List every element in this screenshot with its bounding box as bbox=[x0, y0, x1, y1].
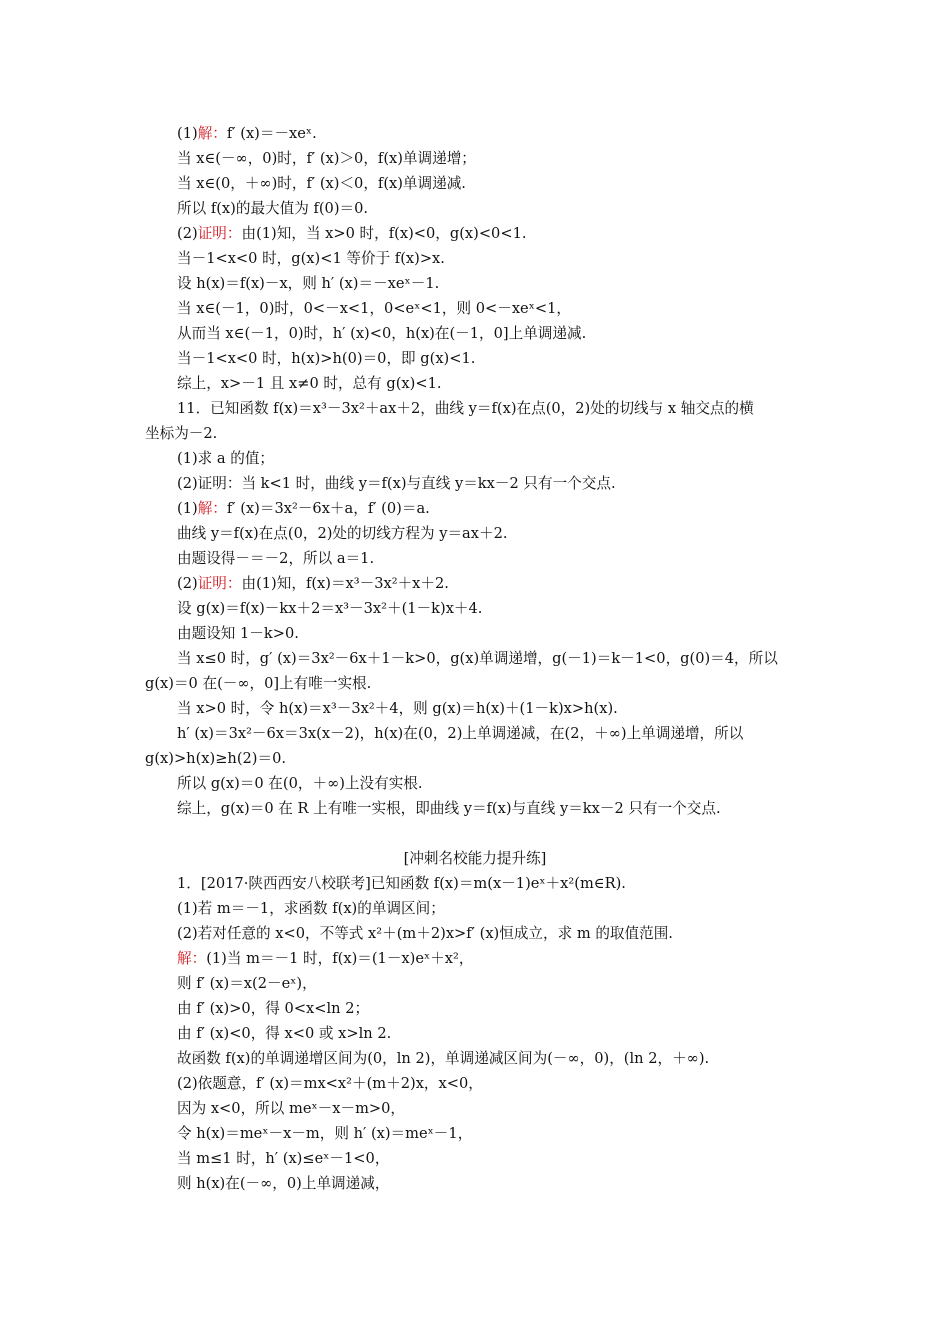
text-line: 所以 g(x)＝0 在(0，＋∞)上没有实根. bbox=[177, 775, 423, 792]
text-line: (1)若 m＝－1，求函数 f(x)的单调区间； bbox=[177, 900, 445, 917]
solution-label: 解： bbox=[197, 500, 227, 517]
text-line: 所以 f(x)的最大值为 f(0)＝0. bbox=[177, 200, 369, 217]
text-line: 设 g(x)＝f(x)－kx＋2＝x³－3x²＋(1－k)x＋4. bbox=[177, 600, 483, 617]
text-line: 当－1<x<0 时，g(x)<1 等价于 f(x)>x. bbox=[177, 250, 445, 267]
text-line: 则 f′ (x)＝x(2－eˣ)， bbox=[177, 975, 317, 992]
text-line: 当 m≤1 时，h′ (x)≤eˣ－1<0， bbox=[177, 1150, 390, 1167]
solution-label: 解： bbox=[197, 125, 227, 142]
text-line: 解：(1)当 m＝－1 时，f(x)＝(1－x)eˣ＋x²， bbox=[177, 950, 474, 967]
text-line: (1)解：f′ (x)＝3x²－6x＋a，f′ (0)＝a. bbox=[177, 500, 430, 517]
text-line: (1)解：f′ (x)＝－xeˣ. bbox=[177, 125, 317, 142]
text-line: 由 f′ (x)<0，得 x<0 或 x>ln 2. bbox=[177, 1025, 392, 1042]
text-line: 则 h(x)在(－∞，0)上单调递减， bbox=[177, 1175, 390, 1192]
text-line: (2)证明：由(1)知，f(x)＝x³－3x²＋x＋2. bbox=[177, 575, 449, 592]
text-line: (2)证明：由(1)知，当 x>0 时，f(x)<0，g(x)<0<1. bbox=[177, 225, 527, 242]
text-line: (1)求 a 的值； bbox=[177, 450, 275, 467]
proof-label: 证明： bbox=[197, 575, 242, 592]
text-line: 当 x∈(0，＋∞)时，f′ (x)＜0，f(x)单调递减. bbox=[177, 175, 466, 192]
proof-label: 证明： bbox=[197, 225, 242, 242]
text-line: g(x)＝0 在(－∞，0]上有唯一实根. bbox=[145, 675, 372, 692]
text-line: 曲线 y＝f(x)在点(0，2)处的切线方程为 y＝ax＋2. bbox=[177, 525, 508, 542]
text-line: 综上，x>－1 且 x≠0 时，总有 g(x)<1. bbox=[177, 375, 442, 392]
text-line: h′ (x)＝3x²－6x＝3x(x－2)，h(x)在(0，2)上单调递减，在(2，＋∞)上单调递增，所以 bbox=[177, 725, 744, 742]
solution-label: 解： bbox=[177, 950, 207, 967]
text-line: 因为 x<0，所以 meˣ－x－m>0， bbox=[177, 1100, 406, 1117]
text-line: 从而当 x∈(－1，0)时，h′ (x)<0，h(x)在(－1，0]上单调递减. bbox=[177, 325, 587, 342]
text-line: 当－1<x<0 时，h(x)>h(0)＝0，即 g(x)<1. bbox=[177, 350, 476, 367]
text-line: (2)若对任意的 x<0，不等式 x²＋(m＋2)x>f′ (x)恒成立，求 m 的取值范围. bbox=[177, 925, 673, 942]
problem-1-statement: 1．[2017·陕西西安八校联考]已知函数 f(x)＝m(x－1)eˣ＋x²(m∈R). bbox=[177, 875, 626, 892]
text-line: 故函数 f(x)的单调递增区间为(0，ln 2)，单调递减区间为(－∞，0)，(ln 2，＋∞). bbox=[177, 1050, 710, 1067]
text-line: 当 x∈(－∞，0)时，f′ (x)＞0，f(x)单调递增； bbox=[177, 150, 476, 167]
section-heading: [冲刺名校能力提升练] bbox=[403, 850, 547, 867]
text-line: 当 x>0 时，令 h(x)＝x³－3x²＋4，则 g(x)＝h(x)＋(1－k)x>h(x). bbox=[177, 700, 618, 717]
text-line: 设 h(x)＝f(x)－x，则 h′ (x)＝－xeˣ－1. bbox=[177, 275, 440, 292]
text-line: g(x)>h(x)≥h(2)＝0. bbox=[145, 750, 287, 767]
text-line: 由题设知 1－k>0. bbox=[177, 625, 299, 642]
text-line: (2)证明：当 k<1 时，曲线 y＝f(x)与直线 y＝kx－2 只有一个交点. bbox=[177, 475, 616, 492]
text-line: 由 f′ (x)>0，得 0<x<ln 2； bbox=[177, 1000, 370, 1017]
problem-11-statement: 11．已知函数 f(x)＝x³－3x²＋ax＋2，曲线 y＝f(x)在点(0，2)处的切线与 x 轴交点的横 bbox=[177, 400, 754, 417]
text-line: (2)依题意，f′ (x)＝mx<x²＋(m＋2)x，x<0， bbox=[177, 1075, 483, 1092]
text-line: 坐标为－2. bbox=[145, 425, 218, 442]
text-line: 当 x≤0 时，g′ (x)＝3x²－6x＋1－k>0，g(x)单调递增，g(－1)＝k－1<0，g(0)＝4，所以 bbox=[177, 650, 778, 667]
text-line: 由题设得－＝－2，所以 a＝1. bbox=[177, 550, 375, 567]
text-line: 令 h(x)＝meˣ－x－m，则 h′ (x)＝meˣ－1， bbox=[177, 1125, 473, 1142]
text-line: 综上，g(x)＝0 在 R 上有唯一实根，即曲线 y＝f(x)与直线 y＝kx－2 只有一个交点. bbox=[177, 800, 721, 817]
text-line: 当 x∈(－1，0)时，0<－x<1，0<eˣ<1，则 0<－xeˣ<1， bbox=[177, 300, 571, 317]
